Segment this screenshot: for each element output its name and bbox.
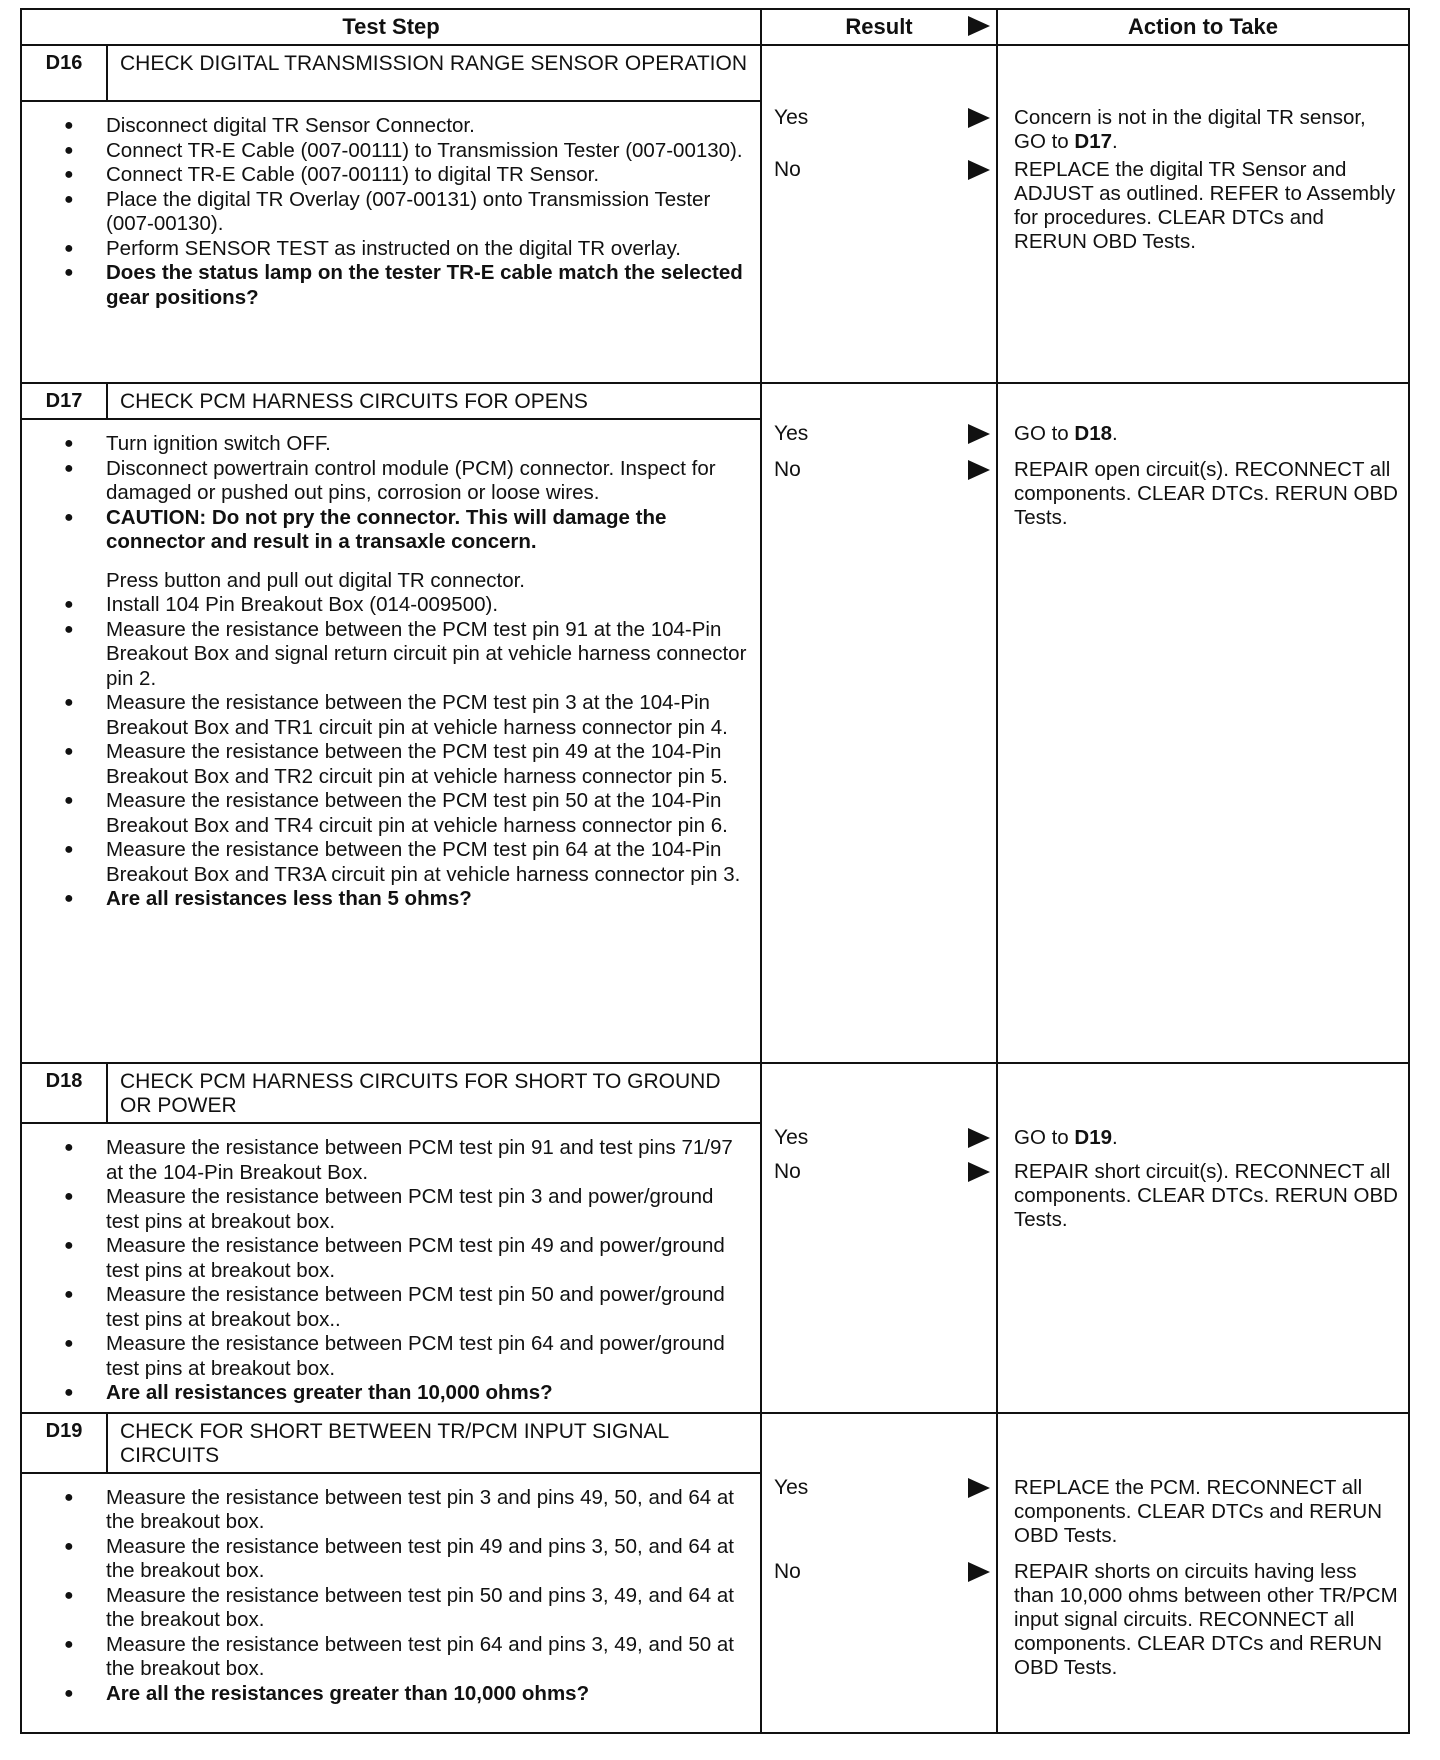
result-yes	[774, 422, 990, 448]
result-no-label: No	[774, 1160, 801, 1183]
result-yes-label: Yes	[774, 1475, 809, 1499]
action-yes-text: GO to	[1014, 1126, 1075, 1149]
pinpoint-test-table	[20, 8, 1410, 1734]
arrow-right-icon	[968, 160, 990, 180]
result-yes-label: Yes	[774, 422, 809, 445]
result-yes	[774, 106, 990, 132]
header-result	[761, 9, 997, 45]
instruction-item: ● Measure the resistance between test pin 49 and pins 3, 50, and 64 at the breakout box.	[64, 1535, 750, 1584]
step-question: ● Are all the resistances greater than 10,000 ohms?	[64, 1682, 750, 1707]
action-no: REPLACE the digital TR Sensor and ADJUST as outlined. REFER to Assembly for procedures. CLEAR DTCs and RERUN OBD Tests.	[1014, 158, 1396, 253]
step-question: ● Does the status lamp on the tester TR-E cable match the selected gear positions?	[64, 261, 750, 310]
action-no: REPAIR open circuit(s). RECONNECT all components. CLEAR DTCs. RERUN OBD Tests.	[1014, 458, 1398, 529]
result-no	[774, 1160, 990, 1186]
step-id: D16	[21, 45, 107, 101]
result-cell	[761, 1413, 997, 1733]
step-row-d16-title	[21, 45, 1409, 101]
step-instructions	[22, 1124, 760, 1412]
arrow-right-icon	[968, 108, 990, 128]
action-no: REPAIR short circuit(s). RECONNECT all components. CLEAR DTCs. RERUN OBD Tests.	[1014, 1160, 1398, 1231]
step-row-d18-title	[21, 1063, 1409, 1123]
step-title: CHECK DIGITAL TRANSMISSION RANGE SENSOR OPERATION	[107, 45, 761, 101]
instruction-item: ● Perform SENSOR TEST as instructed on the digital TR overlay.	[64, 237, 750, 262]
instruction-item: ● Place the digital TR Overlay (007-00131) onto Transmission Tester (007-00130).	[64, 188, 750, 237]
instruction-item: ● Measure the resistance between PCM test pin 64 and power/ground test pins at breakout box.	[64, 1332, 750, 1381]
action-goto-step: D18	[1074, 422, 1113, 445]
instruction-item: ● Connect TR-E Cable (007-00111) to Transmission Tester (007-00130).	[64, 139, 750, 164]
step-title: CHECK FOR SHORT BETWEEN TR/PCM INPUT SIGNAL CIRCUITS	[107, 1413, 761, 1473]
action-cell	[997, 1413, 1409, 1733]
step-question: ● Are all resistances less than 5 ohms?	[64, 887, 750, 912]
result-no	[774, 458, 990, 484]
result-cell	[761, 383, 997, 1063]
result-no-label: No	[774, 158, 801, 181]
result-yes-label: Yes	[774, 1126, 809, 1149]
header-action: Action to Take	[997, 9, 1409, 45]
instruction-item: ● Disconnect powertrain control module (PCM) connector. Inspect for damaged or pushed out pins, corrosion or loose wires.	[64, 457, 750, 506]
action-cell	[997, 1063, 1409, 1413]
step-instructions	[22, 1474, 760, 1713]
step-title: CHECK PCM HARNESS CIRCUITS FOR SHORT TO GROUND OR POWER	[107, 1063, 761, 1123]
instruction-item: ● Install 104 Pin Breakout Box (014-009500).	[64, 593, 750, 618]
result-yes-label: Yes	[774, 106, 809, 129]
arrow-right-icon	[968, 424, 990, 444]
result-yes	[774, 1126, 990, 1152]
action-yes-text: GO to	[1014, 422, 1075, 445]
step-id: D17	[21, 383, 107, 419]
action-yes: REPLACE the PCM. RECONNECT all components. CLEAR DTCs and RERUN OBD Tests.	[1014, 1475, 1383, 1547]
action-yes-end: .	[1112, 130, 1118, 153]
result-no	[774, 1560, 990, 1586]
arrow-right-icon	[968, 1478, 990, 1498]
arrow-right-icon	[968, 1162, 990, 1182]
action-cell	[997, 45, 1409, 383]
instruction-item: ● Measure the resistance between the PCM test pin 3 at the 104-Pin Breakout Box and TR1 circuit pin at vehicle harness connector pin 4.	[64, 691, 750, 740]
instruction-note: Press button and pull out digital TR connector.	[106, 568, 525, 592]
table-header-row	[21, 9, 1409, 45]
action-yes	[1014, 1126, 1402, 1150]
action-yes	[1014, 422, 1402, 446]
arrow-right-icon	[968, 1128, 990, 1148]
caution-item: ● CAUTION: Do not pry the connector. This will damage the connector and result in a transaxle concern.	[64, 506, 750, 555]
result-no-label: No	[774, 1559, 801, 1583]
instruction-item: ● Measure the resistance between PCM test pin 50 and power/ground test pins at breakout box..	[64, 1283, 750, 1332]
instruction-item: ● Measure the resistance between the PCM test pin 50 at the 104-Pin Breakout Box and TR4 circuit pin at vehicle harness connector pin 6.	[64, 789, 750, 838]
instruction-item: ● Disconnect digital TR Sensor Connector.	[64, 114, 750, 139]
header-result-label: Result	[845, 14, 913, 39]
instruction-item: ● Turn ignition switch OFF.	[64, 432, 750, 457]
result-no-label: No	[774, 458, 801, 481]
header-test-step: Test Step	[21, 9, 761, 45]
step-row-d17-title	[21, 383, 1409, 419]
instruction-item: ● Measure the resistance between PCM test pin 91 and test pins 71/97 at the 104-Pin Breakout Box.	[64, 1136, 750, 1185]
action-goto-step: D17	[1074, 130, 1113, 153]
action-yes-end: .	[1112, 1126, 1118, 1149]
action-no: REPAIR shorts on circuits having less than 10,000 ohms between other TR/PCM input signal circuits. RECONNECT all components. CLEAR DTCs and RERUN OBD Tests.	[1014, 1559, 1398, 1679]
step-question: ● Are all resistances greater than 10,000 ohms?	[64, 1381, 750, 1406]
diagnostic-page	[20, 8, 1408, 1734]
step-row-d19-title	[21, 1413, 1409, 1473]
instruction-item: ● Measure the resistance between test pin 50 and pins 3, 49, and 64 at the breakout box.	[64, 1584, 750, 1633]
step-id: D18	[21, 1063, 107, 1123]
step-body	[21, 419, 761, 1063]
arrow-right-icon	[968, 460, 990, 480]
action-goto-step: D19	[1074, 1126, 1113, 1149]
instruction-item: ● Measure the resistance between test pin 3 and pins 49, 50, and 64 at the breakout box.	[64, 1486, 750, 1535]
step-title: CHECK PCM HARNESS CIRCUITS FOR OPENS	[107, 383, 761, 419]
step-instructions	[22, 102, 760, 316]
instruction-item: ● Measure the resistance between PCM test pin 3 and power/ground test pins at breakout box.	[64, 1185, 750, 1234]
action-yes	[1014, 106, 1402, 154]
instruction-item: ● Measure the resistance between test pin 64 and pins 3, 49, and 50 at the breakout box.	[64, 1633, 750, 1682]
result-cell	[761, 1063, 997, 1413]
instruction-item: ● Measure the resistance between the PCM test pin 49 at the 104-Pin Breakout Box and TR2 circuit pin at vehicle harness connector pin 5.	[64, 740, 750, 789]
instruction-item: ● Measure the resistance between the PCM test pin 91 at the 104-Pin Breakout Box and signal return circuit pin at vehicle harness connector pin 2.	[64, 618, 750, 692]
result-yes	[774, 1476, 990, 1502]
instruction-item: ● Measure the resistance between PCM test pin 49 and power/ground test pins at breakout box.	[64, 1234, 750, 1283]
result-cell	[761, 45, 997, 383]
step-body	[21, 1473, 761, 1733]
step-body	[21, 101, 761, 383]
step-id: D19	[21, 1413, 107, 1473]
step-body	[21, 1123, 761, 1413]
arrow-right-icon	[968, 16, 990, 36]
instruction-item: ● Connect TR-E Cable (007-00111) to digital TR Sensor.	[64, 163, 750, 188]
action-cell	[997, 383, 1409, 1063]
instruction-item: ● Measure the resistance between the PCM test pin 64 at the 104-Pin Breakout Box and TR3A circuit pin at vehicle harness connector pin 3.	[64, 838, 750, 887]
result-no	[774, 158, 990, 184]
step-instructions	[22, 420, 760, 918]
arrow-right-icon	[968, 1562, 990, 1582]
action-yes-text: Concern is not in the digital TR sensor, GO to	[1014, 106, 1366, 153]
action-yes-end: .	[1112, 422, 1118, 445]
